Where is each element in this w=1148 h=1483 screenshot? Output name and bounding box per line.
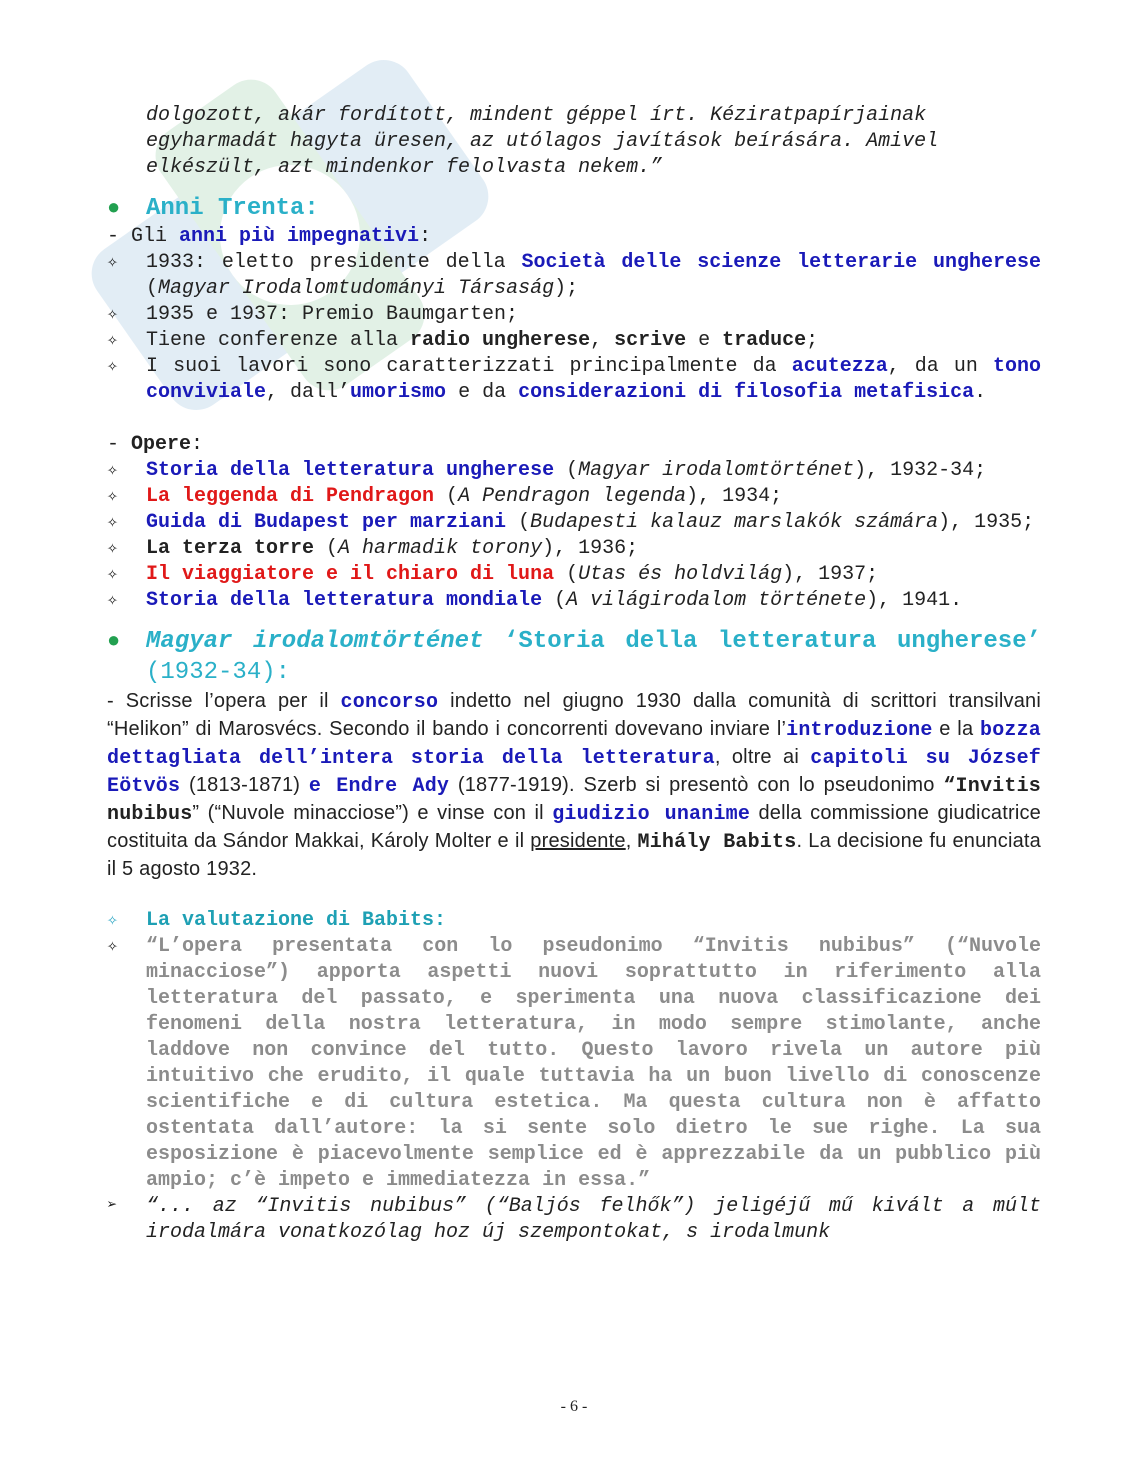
list-item: ✧ I suoi lavori sono caratterizzati principalmente da acutezza, da un tono conviviale, dall’umorismo e da considerazioni di filosofia metafisica.	[107, 355, 1042, 404]
green-dot-icon: ●	[107, 196, 121, 221]
quote-hungarian: ➢ “... az “Invitis nubibus” (“Baljós felhők”) jeligéjű mű kivált a múlt irodalmára vonatkozólag hoz új szempontokat, s irodalmunk	[107, 1195, 1041, 1244]
four-point-star-icon: ✧	[107, 565, 118, 585]
four-point-star-icon: ✧	[107, 461, 118, 481]
work-item: ✧ Il viaggiatore e il chiaro di luna (Utas és holdvilág), 1937;	[107, 563, 879, 586]
four-point-star-icon: ✧	[107, 331, 118, 351]
four-point-star-icon: ✧	[107, 513, 118, 533]
four-point-star-icon: ✧	[107, 487, 118, 507]
evaluation-heading: ✧ La valutazione di Babits:	[107, 909, 447, 932]
page-number: - 6 -	[560, 1398, 588, 1415]
intro-line: elkészült, azt mindenkor felolvasta nekem.”	[146, 156, 663, 179]
work-item: ✧ La terza torre (A harmadik torony), 1936;	[107, 537, 639, 560]
four-point-star-icon: ✧	[107, 253, 118, 273]
work-item: ✧ Storia della letteratura mondiale (A világirodalom története), 1941.	[107, 589, 963, 612]
works-heading: - Opere:	[107, 433, 204, 456]
four-point-star-icon: ✧	[107, 539, 118, 559]
four-point-star-icon: ✧	[107, 591, 118, 611]
work-item: ✧ Storia della letteratura ungherese (Magyar irodalomtörténet), 1932-34;	[107, 459, 987, 482]
four-point-star-icon: ✧	[107, 305, 118, 325]
four-point-star-icon: ✧	[107, 937, 118, 957]
quote-italian: ✧ “L’opera presentata con lo pseudonimo “Invitis nubibus” (“Nuvole minacciose”) apporta aspetti nuovi soprattutto in riferimento alla letteratura del passato, e sperimenta una nuova classificazione dei fenomeni della nostra letteratura, in modo sempre stimolante, anche laddove non convince del tutto. Questo lavoro rivela un autore più intuitivo che erudito, il quale tuttavia ha un buon livello di conoscenze scientifiche e di cultura estetica. Ma questa cultura non è affatto ostentata dall’autore: la si sente solo dietro le sue righe. La sua esposizione è piacevolmente semplice ed è apprezzabile da un pubblico più ampio; c’è impeto e immediatezza in essa.”	[107, 935, 1041, 1192]
section-line: - Gli anni più impegnativi:	[107, 225, 432, 248]
section-paragraph: - Scrisse l’opera per il concorso indetto nel giugno 1930 dalla comunità di scrittori transilvani “Helikon” di Marosvécs. Secondo il bando i concorrenti dovevano inviare l’introduzione e la bozza dettagliata dell’intera storia della letteratura, oltre ai capitoli su József Eötvös (1813-1871) e Endre Ady (1877-1919). Szerb si presentò con lo pseudonimo “Invitis nubibus” (“Nuvole minacciose”) e vinse con il giudizio unanime della commissione giudicatrice costituita da Sándor Makkai, Károly Molter e il presidente, Mihály Babits. La decisione fu enunciata il 5 agosto 1932.	[107, 690, 1042, 880]
list-item: ✧ 1935 e 1937: Premio Baumgarten;	[107, 303, 519, 326]
arrowhead-icon: ➢	[107, 1197, 118, 1216]
section-heading-anni-trenta: ● Anni Trenta:	[107, 195, 319, 222]
work-item: ✧ La leggenda di Pendragon (A Pendragon legenda), 1934;	[107, 485, 783, 508]
list-item: ✧ 1933: eletto presidente della Società delle scienze letterarie ungherese (Magyar Irodalomtudományi Társaság);	[107, 251, 1041, 300]
four-point-star-icon: ✧	[107, 911, 118, 931]
work-item: ✧ Guida di Budapest per marziani (Budapesti kalauz marslakók számára), 1935;	[107, 511, 1035, 534]
four-point-star-icon: ✧	[107, 357, 118, 377]
list-item: ✧ Tiene conferenze alla radio ungherese, scrive e traduce;	[107, 329, 819, 352]
section-heading-magyar-irodalomtortenet: ● Magyar irodalomtörténet ‘Storia della letteratura ungherese’ (1932-34):	[107, 628, 1041, 686]
intro-line: dolgozott, akár fordított, mindent géppel írt. Kéziratpapírjainak	[146, 104, 927, 127]
intro-line: egyharmadát hagyta üresen, az utólagos javítások beírására. Amivel	[146, 130, 939, 153]
page-body	[107, 103, 1041, 1246]
green-dot-icon: ●	[107, 629, 121, 654]
